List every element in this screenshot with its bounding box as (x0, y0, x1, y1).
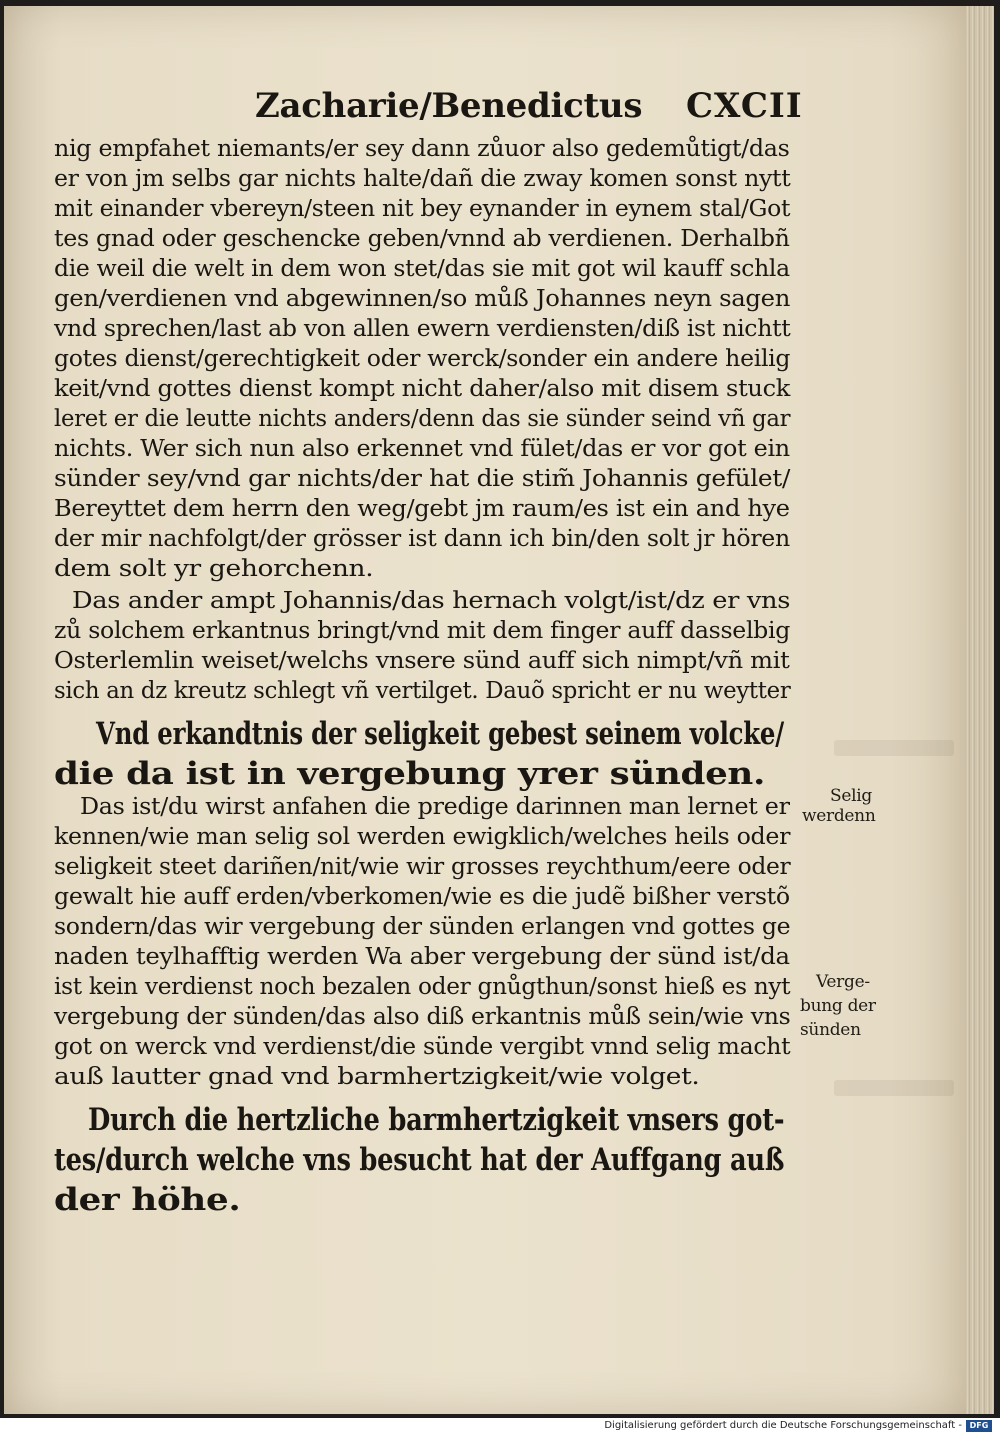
body-line: mit einander vbereyn/steen nit bey eynander in eynem stal/Got (54, 196, 791, 222)
body-line: sondern/das wir vergebung der sünden erlangen vnd gottes ge (54, 914, 791, 940)
body-line: nichts. Wer sich nun also erkennet vnd fület/das er vor got ein (54, 436, 790, 462)
body-line: tes gnad oder geschencke geben/vnnd ab verdienen. Derhalbñ (54, 226, 790, 252)
bleed-through-mark (834, 740, 954, 756)
marginal-note-line: bung der (800, 996, 876, 1016)
body-line: gewalt hie auff erden/vberkomen/wie es die judẽ bißher verstõ (54, 884, 790, 910)
body-line: seligkeit steet dariñen/nit/wie wir grosses reychthum/eere oder (54, 854, 791, 880)
funding-credit: Digitalisierung gefördert durch die Deutsche Forschungsgemeinschaft - (604, 1420, 962, 1431)
verse-line: die da ist in vergebung yrer sünden. (54, 756, 766, 792)
body-line: ist kein verdienst noch bezalen oder gnůgthun/sonst hieß es nyt (54, 974, 791, 1000)
body-line: leret er die leutte nichts anders/denn das sie sünder seind vñ gar (54, 406, 791, 432)
folio-number: CXCII (686, 86, 803, 126)
digitization-footer (0, 1418, 1000, 1435)
page-fore-edge (966, 6, 994, 1414)
body-line: Das ist/du wirst anfahen die predige darinnen man lernet er (80, 794, 790, 820)
body-line: vergebung der sünden/das also diß erkantnis můß sein/wie vns (54, 1004, 791, 1030)
body-line: vnd sprechen/last ab von allen ewern verdiensten/diß ist nichtt (54, 316, 791, 342)
body-line: zů solchem erkantnus bringt/vnd mit dem finger auff dasselbig (54, 618, 791, 644)
body-line: kennen/wie man selig sol werden ewigklich/welches heils oder (54, 824, 791, 850)
running-title: Zacharie/Benedictus (255, 86, 643, 126)
body-line: auß lautter gnad vnd barmhertzigkeit/wie volget. (54, 1064, 700, 1090)
body-line: keit/vnd gottes dienst kompt nicht daher/also mit disem stuck (54, 376, 791, 402)
body-line: die weil die welt in dem won stet/das sie mit got wil kauff schla (54, 256, 790, 282)
body-line: got on werck vnd verdienst/die sünde vergibt vnnd selig macht (54, 1034, 791, 1060)
body-line: Osterlemlin weiset/welchs vnsere sünd auff sich nimpt/vñ mit (54, 648, 790, 674)
marginal-note-line: Selig (830, 786, 872, 806)
marginal-note-line: werdenn (802, 806, 876, 826)
bleed-through-mark (834, 1080, 954, 1096)
body-line: naden teylhafftig werden Wa aber vergebung der sünd ist/da (54, 944, 790, 970)
verse-line: der höhe. (54, 1182, 241, 1218)
marginal-note-line: Verge- (816, 972, 870, 992)
marginal-note-line: sünden (800, 1020, 861, 1040)
body-line: nig empfahet niemants/er sey dann zůuor also gedemůtigt/das (54, 136, 790, 162)
body-line: Bereyttet dem herrn den weg/gebt jm raum/es ist ein and hye (54, 496, 790, 522)
body-line: sünder sey/vnd gar nichts/der hat die stim̃ Johannis gefület/ (54, 466, 791, 492)
body-line: gotes dienst/gerechtigkeit oder werck/sonder ein andere heilig (54, 346, 791, 372)
body-line: sich an dz kreutz schlegt vñ vertilget. Dauõ spricht er nu weytter (54, 678, 791, 704)
body-line: Das ander ampt Johannis/das hernach volgt/ist/dz er vns (72, 588, 791, 614)
body-line: der mir nachfolgt/der grösser ist dann ich bin/den solt jr hören (54, 526, 790, 552)
body-line: dem solt yr gehorchenn. (54, 556, 374, 582)
verse-line: Durch die hertzliche barmhertzigkeit vnsers got- (88, 1102, 785, 1138)
verse-line: tes/durch welche vns besucht hat der Auffgang auß (54, 1142, 785, 1178)
verse-line: Vnd erkandtnis der seligkeit gebest seinem volcke/ (96, 716, 784, 752)
body-line: gen/verdienen vnd abgewinnen/so můß Johannes neyn sagen (54, 286, 791, 312)
body-line: er von jm selbs gar nichts halte/dañ die zway komen sonst nytt (54, 166, 791, 192)
dfg-logo: DFG (966, 1420, 992, 1432)
